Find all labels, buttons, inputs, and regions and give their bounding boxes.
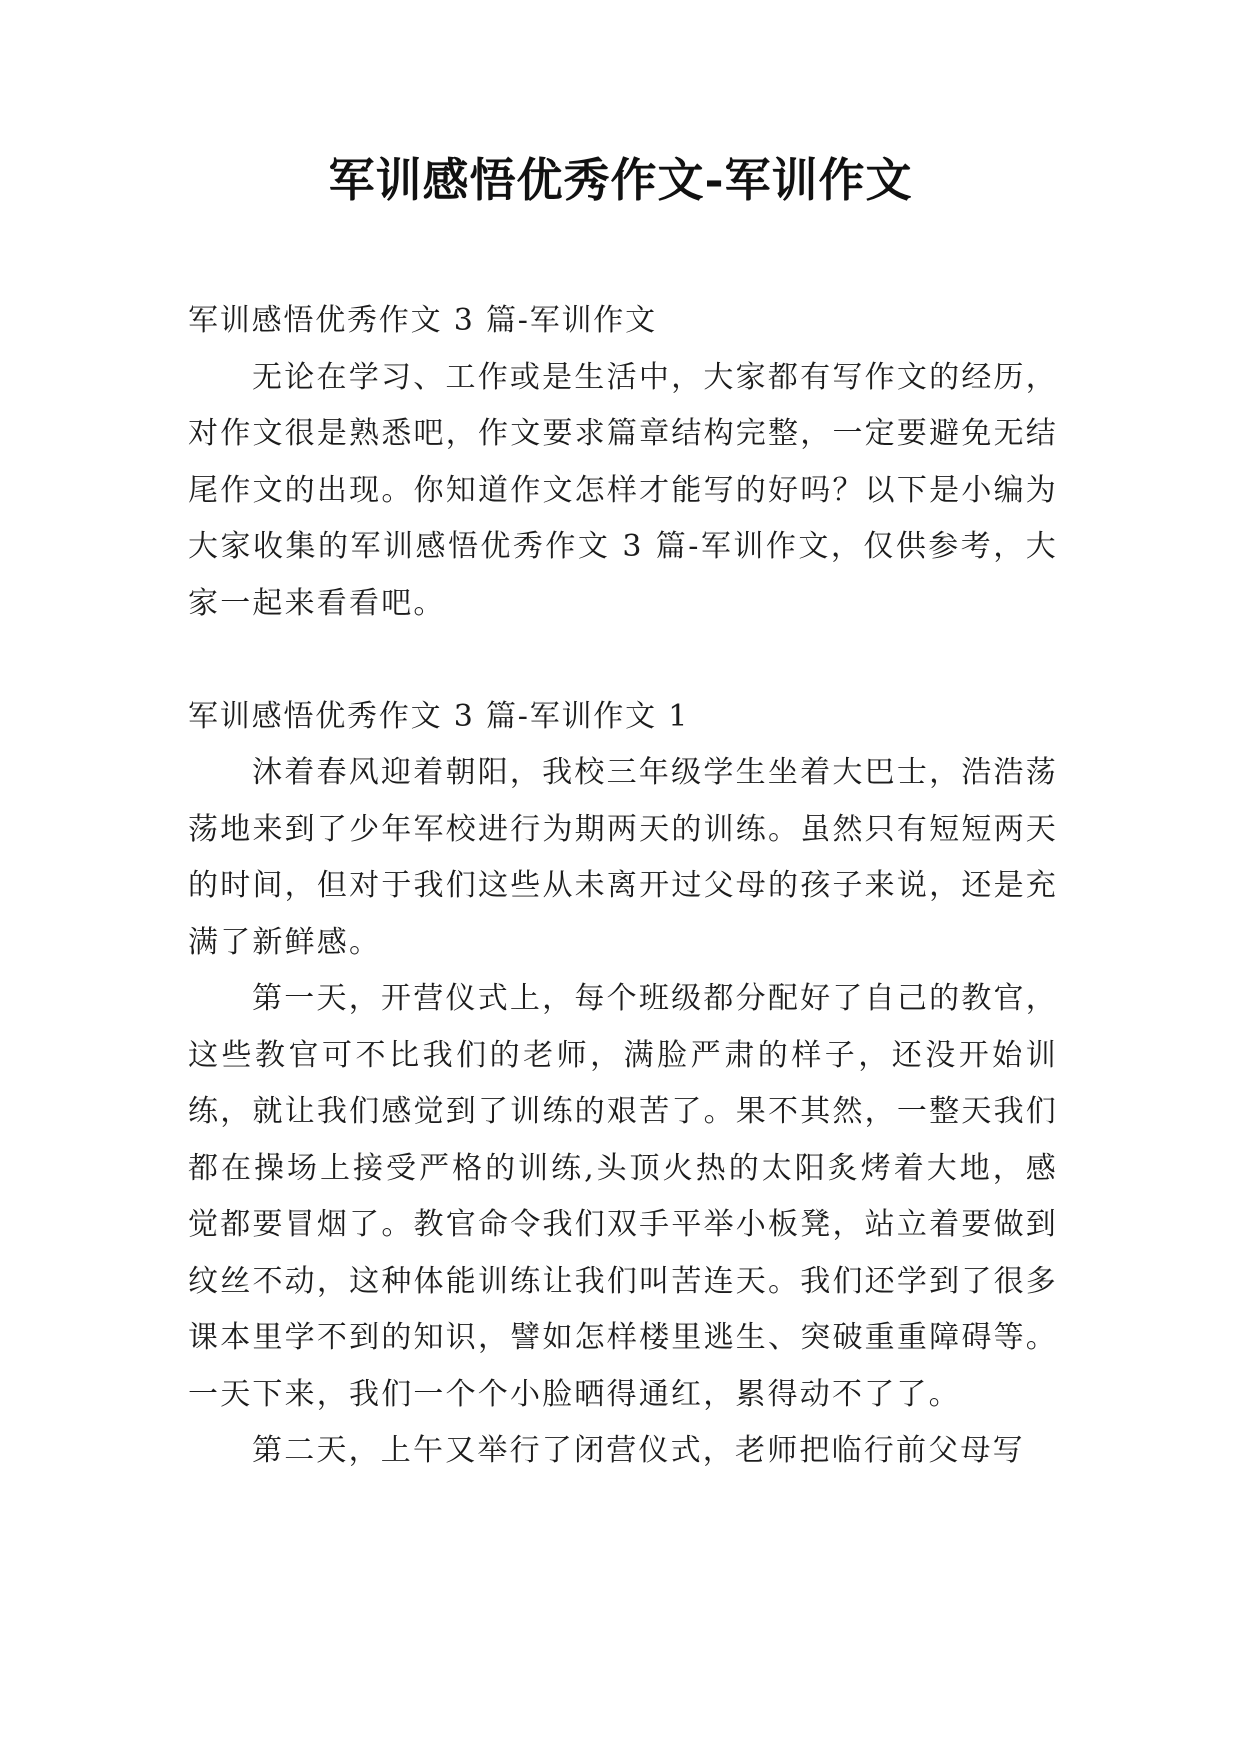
intro-heading: 军训感悟优秀作文 3 篇-军训作文 xyxy=(188,303,657,338)
document-body xyxy=(188,293,1058,1480)
body-paragraph: 第一天，开营仪式上，每个班级都分配好了自己的教官，这些教官可不比我们的老师，满脸严肃的样子，还没开始训练，就让我们感觉到了训练的艰苦了。果不其然，一整天我们都在操场上接受严格的训练,头顶火热的太阳炙烤着大地，感觉都要冒烟了。教官命令我们双手平举小板凳，站立着要做到纹丝不动，这种体能训练让我们叫苦连天。我们还学到了很多课本里学不到的知识，譬如怎样楼里逃生、突破重重障碍等。一天下来，我们一个个小脸晒得通红，累得动不了了。 xyxy=(188,981,1058,1412)
document-title: 军训感悟优秀作文-军训作文 xyxy=(328,153,913,207)
intro-paragraph: 无论在学习、工作或是生活中，大家都有写作文的经历，对作文很是熟悉吧，作文要求篇章结构完整，一定要避免无结尾作文的出现。你知道作文怎样才能写的好吗？以下是小编为大家收集的军训感悟优秀作文 3 篇-军训作文，仅供参考，大家一起来看看吧。 xyxy=(188,359,1058,621)
section-spacer xyxy=(188,632,1058,689)
body-paragraph: 第二天，上午又举行了闭营仪式，老师把临行前父母写 xyxy=(252,1433,1025,1468)
section-heading: 军训感悟优秀作文 3 篇-军训作文 1 xyxy=(188,698,690,734)
body-paragraph: 沐着春风迎着朝阳，我校三年级学生坐着大巴士，浩浩荡荡地来到了少年军校进行为期两天的训练。虽然只有短短两天的时间，但对于我们这些从未离开过父母的孩子来说，还是充满了新鲜感。 xyxy=(188,755,1058,960)
